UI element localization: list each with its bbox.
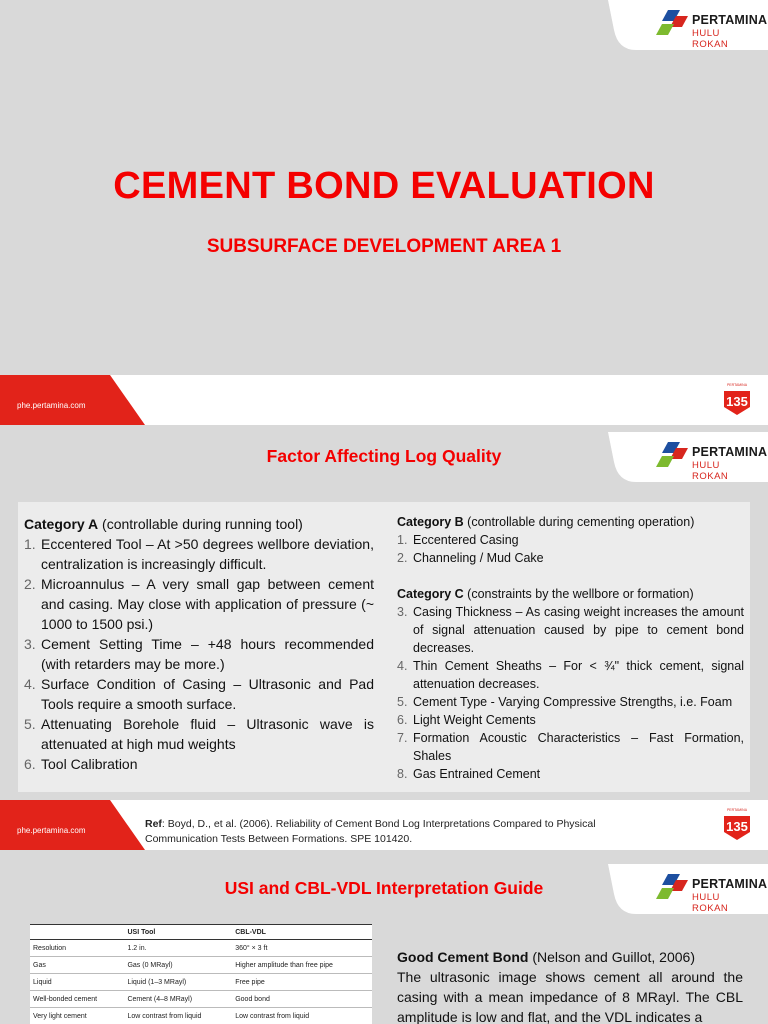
table-cell: Very light cement (30, 1008, 124, 1024)
table-cell: Liquid (1–3 MRayl) (124, 974, 232, 991)
list-item: 8. Gas Entrained Cement (397, 767, 541, 781)
logo-brand: PERTAMINA (692, 877, 768, 891)
table-cell: Low contrast from liquid (124, 1008, 232, 1024)
table-row (30, 991, 372, 1008)
category-b-list (397, 531, 744, 567)
reference-note: Ref: Boyd, D., et al. (2006). Reliability of Cement Bond Log Interpretations Compared to Physical Communication Tests Between Formations. SPE 101420. (145, 818, 596, 845)
good-cement-bond-body: The ultrasonic image shows cement all around the casing with a mean impedance of 8 MRayl. The CBL amplitude is low and flat, and the VDL indicates a (397, 969, 743, 1024)
page-title: CEMENT BOND EVALUATION (113, 165, 655, 207)
logo-corner (608, 0, 768, 50)
badge-label: PERTAMINA (726, 808, 748, 812)
category-a-column (24, 514, 374, 774)
table-header: CBL-VDL (232, 925, 372, 940)
slide-heading: USI and CBL-VDL Interpretation Guide (224, 878, 544, 898)
list-item: 6. Tool Calibration (24, 756, 138, 772)
pertamina-mark-icon (656, 10, 688, 38)
logo-subname: HULU ROKAN (692, 460, 729, 482)
good-cement-bond-text (397, 947, 743, 1024)
table-header: USI Tool (124, 925, 232, 940)
slide-log-quality (0, 432, 768, 864)
list-item: 5. Cement Type - Varying Compressive Strengths, i.e. Foam (397, 695, 733, 709)
table-cell: Cement (4–8 MRayl) (124, 991, 232, 1008)
good-cement-bond-heading: Good Cement Bond (Nelson and Guillot, 2006) (397, 949, 695, 965)
footer-band (0, 375, 768, 425)
category-a-heading: Category A (controllable during running tool) (24, 516, 303, 532)
category-a-list (24, 534, 374, 774)
footer-red-shape (0, 800, 150, 850)
list-item: 6. Light Weight Cements (397, 713, 536, 727)
anniversary-badge-icon (720, 806, 754, 842)
slide-heading: Factor Affecting Log Quality (266, 446, 502, 466)
list-item: 4. Surface Condition of Casing – Ultrasonic and Pad Tools require a smooth surface. (24, 676, 374, 712)
category-c-heading: Category C (constraints by the wellbore or formation) (397, 587, 694, 601)
category-c-list (397, 603, 744, 783)
table-cell: Resolution (30, 940, 124, 957)
logo-brand: PERTAMINA (692, 445, 768, 459)
list-item: 2. Channeling / Mud Cake (397, 551, 544, 565)
list-item: 5. Attenuating Borehole fluid – Ultrasonic wave is attenuated at high mud weights (24, 716, 374, 752)
list-item: 1. Eccentered Tool – At >50 degrees wellbore deviation, centralization is increasingly difficult. (24, 536, 374, 572)
anniversary-badge-icon (720, 381, 754, 417)
logo-subname: HULU ROKAN (692, 892, 729, 914)
table-row (30, 957, 372, 974)
badge-number: 135 (726, 819, 748, 834)
list-item: 3. Casing Thickness – As casing weight increases the amount of signal attenuation caused by pipe to cement bond decreases. (397, 605, 744, 655)
logo-brand: PERTAMINA (692, 13, 768, 27)
list-item: 4. Thin Cement Sheaths – For < ¾" thick cement, signal attenuation decreases. (397, 659, 744, 691)
list-item: 7. Formation Acoustic Characteristics – Fast Formation, Shales (397, 731, 744, 763)
table-cell: Low contrast from liquid (232, 1008, 372, 1024)
footer-red-shape (0, 375, 150, 425)
table-row (30, 940, 372, 957)
category-bc-column (397, 513, 744, 783)
table-cell: Free pipe (232, 974, 372, 991)
footer-url[interactable]: phe.pertamina.com (17, 401, 86, 410)
table-cell: 360° × 3 ft (232, 940, 372, 957)
logo-subname: HULU ROKAN (692, 28, 729, 50)
footer-url[interactable]: phe.pertamina.com (17, 826, 86, 835)
table-cell: 1.2 in. (124, 940, 232, 957)
badge-label: PERTAMINA (726, 383, 748, 387)
table-row (30, 1008, 372, 1024)
slide-title (0, 0, 768, 432)
pertamina-logo (656, 8, 768, 50)
list-item: 2. Microannulus – A very small gap between cement and casing. May close with application of pressure (~ 1000 to 1500 psi.) (24, 576, 374, 632)
slide-interpretation-guide (0, 864, 768, 1024)
page-subtitle: SUBSURFACE DEVELOPMENT AREA 1 (206, 236, 562, 257)
table-cell: Gas (30, 957, 124, 974)
table-cell: Well-bonded cement (30, 991, 124, 1008)
table-cell: Good bond (232, 991, 372, 1008)
table-row (30, 974, 372, 991)
content-panel (18, 502, 750, 792)
category-b-heading: Category B (controllable during cementing operation) (397, 515, 695, 529)
table-cell: Liquid (30, 974, 124, 991)
list-item: 3. Cement Setting Time – +48 hours recommended (with retarders may be more.) (24, 636, 374, 672)
table-cell: Higher amplitude than free pipe (232, 957, 372, 974)
table-header-row (30, 925, 372, 940)
table-header (30, 925, 124, 940)
badge-number: 135 (726, 394, 748, 409)
list-item: 1. Eccentered Casing (397, 533, 519, 547)
interpretation-table (30, 924, 372, 1024)
table-cell: Gas (0 MRayl) (124, 957, 232, 974)
